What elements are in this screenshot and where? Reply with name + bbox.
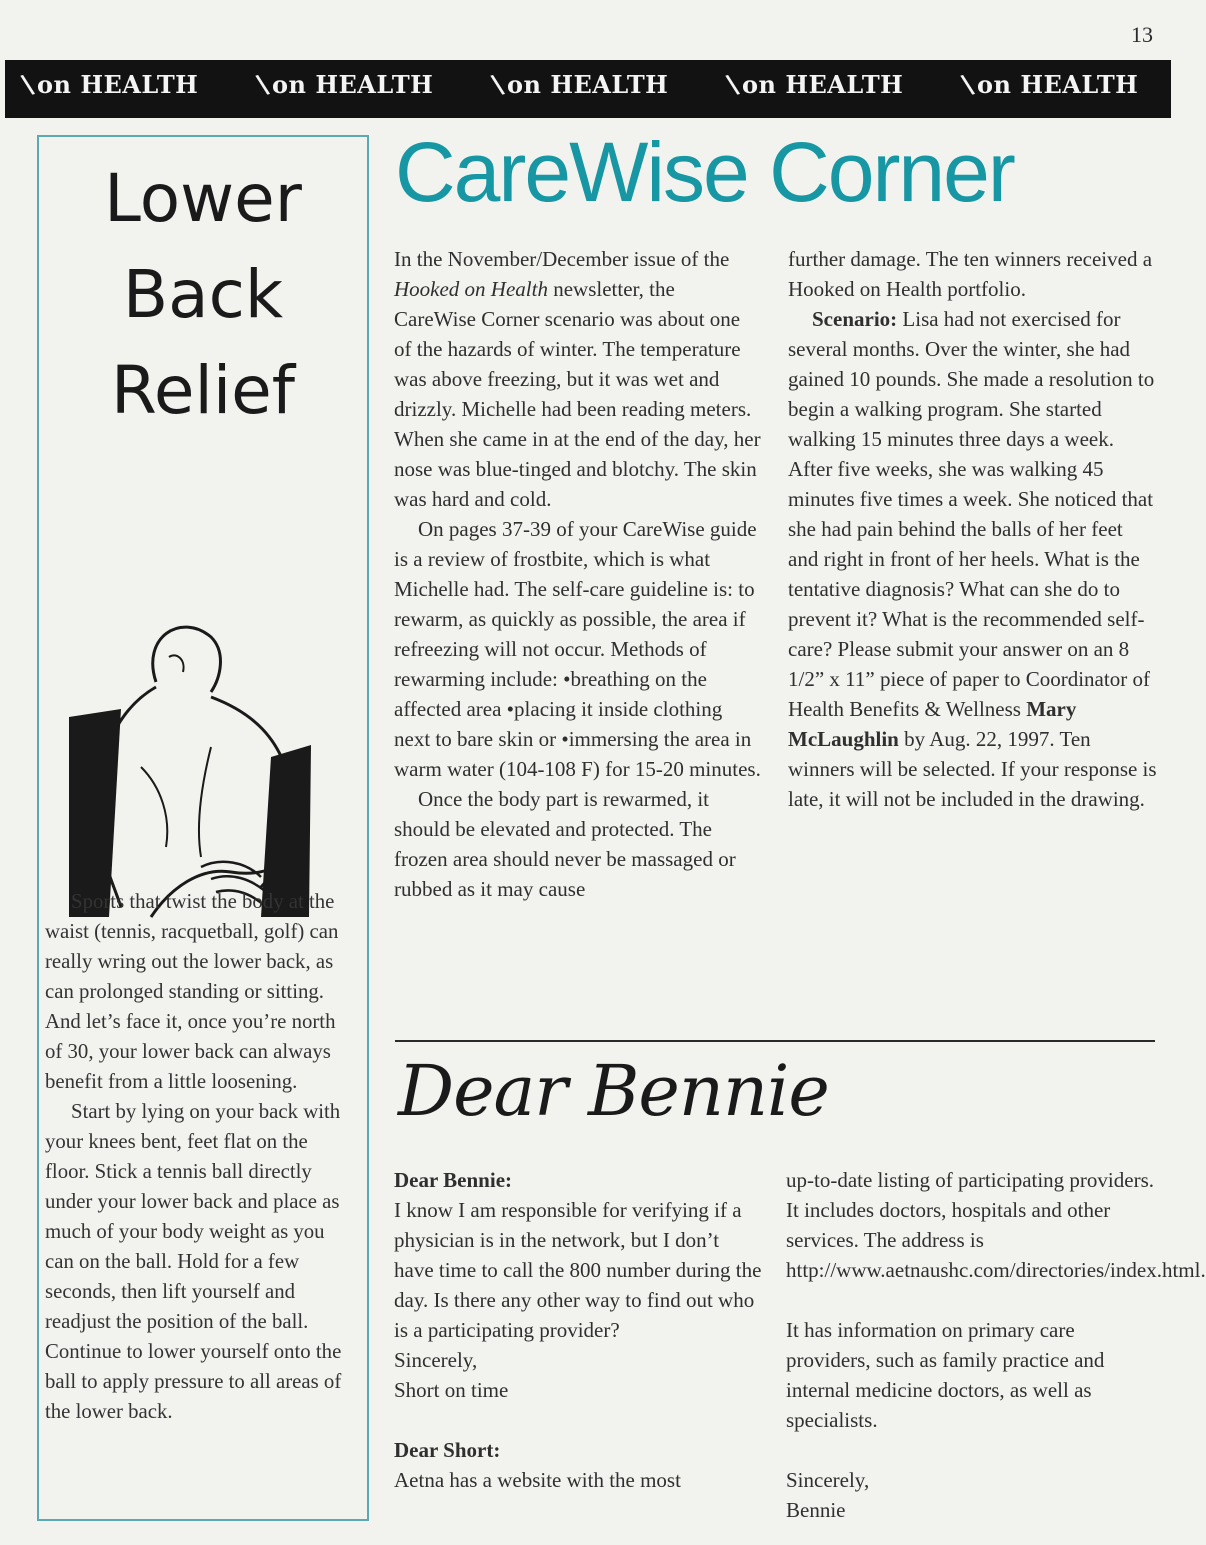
carewise-column-2 bbox=[788, 244, 1158, 814]
lower-back-relief-sidebar bbox=[37, 135, 369, 1521]
banner-item: \on HEALTH bbox=[959, 69, 1139, 101]
carewise-paragraph: In the November/December issue of the Hooked on Health newsletter, the CareWise Corner scenario was about one of the hazards of winter. The temperature was above freezing, but it was wet and drizzly. Michelle had been reading meters. When she came in at the end of the day, her nose was blue-tinged and blotchy. The skin was hard and cold. bbox=[394, 247, 761, 511]
letter-signature: Short on time bbox=[394, 1378, 509, 1402]
reply-paragraph: Aetna has a website with the most bbox=[394, 1468, 681, 1492]
carewise-column-1 bbox=[394, 244, 762, 904]
dear-bennie-column-1 bbox=[394, 1165, 762, 1495]
dear-bennie-column-2 bbox=[786, 1165, 1206, 1525]
letter-body: I know I am responsible for verifying if a physician is in the network, but I don’t have time to call the 800 number during the day. Is there any other way to find out who is a participating provider? bbox=[394, 1198, 762, 1342]
sidebar-paragraph: Sports that twist the body at the waist (tennis, racquetball, golf) can really wring out the lower back, as can prolonged standing or sitting. And let’s face it, once you’re north of 30, your lower back can always benefit from a little loosening. bbox=[45, 890, 339, 1093]
hook-icon: \ bbox=[489, 69, 507, 101]
letter-heading: Dear Bennie: bbox=[394, 1168, 513, 1192]
hook-icon: \ bbox=[19, 69, 37, 101]
reply-signature: Bennie bbox=[786, 1498, 846, 1522]
dear-bennie-title: Dear Bennie bbox=[398, 1050, 829, 1132]
reply-paragraph: It has information on primary care providers, such as family practice and internal medicine doctors, as well as specialists. bbox=[786, 1318, 1105, 1432]
sidebar-title: Lower Back Relief bbox=[104, 160, 302, 429]
sidebar-paragraph: Start by lying on your back with your knees bent, feet flat on the floor. Stick a tennis ball directly under your lower back and place as much of your body weight as you can on the ball. Hold for a few seconds, then lift yourself and readjust the position of the ball. Continue to lower yourself onto the ball to apply pressure to all areas of the lower back. bbox=[45, 1100, 342, 1423]
carewise-paragraph: On pages 37-39 of your CareWise guide is a review of frostbite, which is what Michelle had. The self-care guideline is: to rewarm, as quickly as possible, the area if refreezing will not occur. Methods of rewarming include: •breathing on the affected area •placing it inside clothing next to bare skin or •immersing the area in warm water (104-108 F) for 15-20 minutes. bbox=[394, 517, 761, 781]
hook-icon: \ bbox=[959, 69, 977, 101]
reply-heading: Dear Short: bbox=[394, 1438, 501, 1462]
reply-paragraph-continued: up-to-date listing of participating providers. It includes doctors, hospitals and other services. The address is http://www.aetnaushc.com/directories/index.html. bbox=[786, 1168, 1206, 1282]
page-number: 13 bbox=[1131, 22, 1153, 47]
carewise-corner-title: CareWise Corner bbox=[395, 125, 1014, 219]
on-health-banner bbox=[5, 60, 1171, 118]
scenario-paragraph: Scenario: Lisa had not exercised for several months. Over the winter, she had gained 10 pounds. She made a resolution to begin a walking program. She started walking 15 minutes three days a week. After five weeks, she was walking 45 minutes five times a week. She noticed that she had pain behind the balls of her feet and right in front of her heels. What is the tentative diagnosis? What can she do to prevent it? What is the recommended self-care? Please submit your answer on an 8 1/2” x 11” piece of paper to Coordinator of Health Benefits & Wellness Mary McLaughlin by Aug. 22, 1997. Ten winners will be selected. If your response is late, it will not be included in the drawing. bbox=[788, 307, 1157, 811]
hook-icon: \ bbox=[254, 69, 272, 101]
reply-closing: Sincerely, bbox=[786, 1468, 870, 1492]
section-divider bbox=[395, 1040, 1155, 1042]
banner-item: \on HEALTH bbox=[489, 69, 669, 101]
sidebar-body bbox=[45, 887, 357, 1427]
carewise-paragraph: further damage. The ten winners received a Hooked on Health portfolio. bbox=[788, 247, 1153, 301]
letter-closing: Sincerely, bbox=[394, 1348, 478, 1372]
banner-item: \on HEALTH bbox=[724, 69, 904, 101]
banner-item: \on HEALTH bbox=[254, 69, 434, 101]
carewise-paragraph: Once the body part is rewarmed, it should be elevated and protected. The frozen area should never be massaged or rubbed as it may cause bbox=[394, 787, 736, 901]
banner-item: \on HEALTH bbox=[19, 69, 199, 101]
hook-icon: \ bbox=[724, 69, 742, 101]
